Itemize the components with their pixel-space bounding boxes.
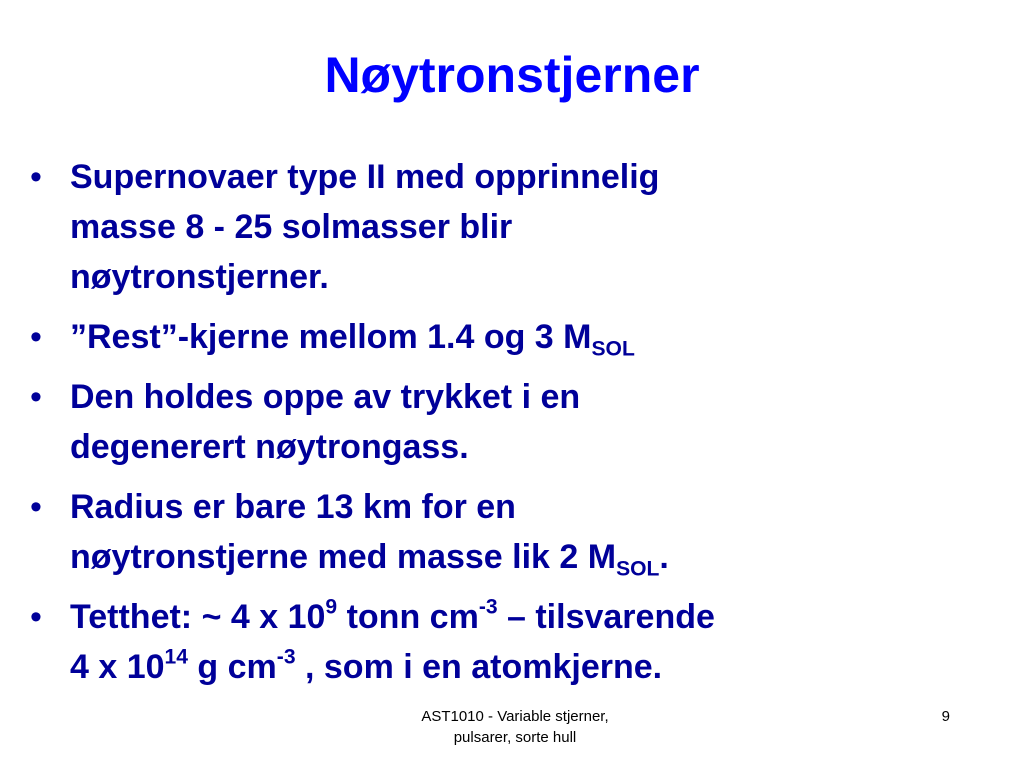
bullet-item bbox=[28, 592, 988, 692]
bullet-text: – tilsvarende bbox=[497, 598, 715, 636]
bullet-text: ”Rest”-kjerne mellom 1.4 og 3 M bbox=[70, 318, 592, 356]
bullet-item bbox=[28, 482, 988, 582]
bullet-icon: • bbox=[30, 378, 42, 416]
footer-line: AST1010 - Variable stjerner, bbox=[421, 708, 609, 725]
subscript: SOL bbox=[591, 337, 635, 361]
superscript: -3 bbox=[276, 645, 296, 669]
bullet-text: Tetthet: ~ 4 x 10 bbox=[70, 598, 326, 636]
superscript: 9 bbox=[325, 595, 338, 619]
superscript: -3 bbox=[478, 595, 498, 619]
bullet-text: nøytronstjerne med masse lik 2 M bbox=[70, 538, 617, 576]
footer-caption bbox=[370, 706, 660, 748]
bullet-text: , som i en atomkjerne. bbox=[295, 648, 663, 686]
superscript: 14 bbox=[164, 645, 188, 669]
bullet-item bbox=[28, 372, 988, 472]
subscript: SOL bbox=[616, 557, 660, 581]
bullet-text: Supernovaer type II med opprinnelig bbox=[70, 158, 660, 196]
bullet-text: nøytronstjerner. bbox=[70, 258, 329, 296]
bullet-icon: • bbox=[30, 598, 42, 636]
bullet-text: Radius er bare 13 km for en bbox=[70, 488, 516, 526]
bullet-icon: • bbox=[30, 158, 42, 196]
bullet-text: . bbox=[659, 538, 669, 576]
bullet-text: masse 8 - 25 solmasser blir bbox=[70, 208, 513, 246]
bullet-item bbox=[28, 312, 988, 362]
bullet-text: tonn cm bbox=[337, 598, 479, 636]
bullet-text: Den holdes oppe av trykket i en bbox=[70, 378, 581, 416]
bullet-list bbox=[28, 152, 988, 702]
bullet-text: g cm bbox=[187, 648, 277, 686]
footer-line: pulsarer, sorte hull bbox=[453, 729, 577, 746]
bullet-icon: • bbox=[30, 488, 42, 526]
bullet-item bbox=[28, 152, 988, 302]
page-number: 9 bbox=[941, 708, 950, 725]
bullet-text: 4 x 10 bbox=[70, 648, 165, 686]
bullet-text: degenerert nøytrongass. bbox=[70, 428, 469, 466]
bullet-icon: • bbox=[30, 318, 42, 356]
slide-title: Nøytronstjerner bbox=[324, 47, 700, 103]
